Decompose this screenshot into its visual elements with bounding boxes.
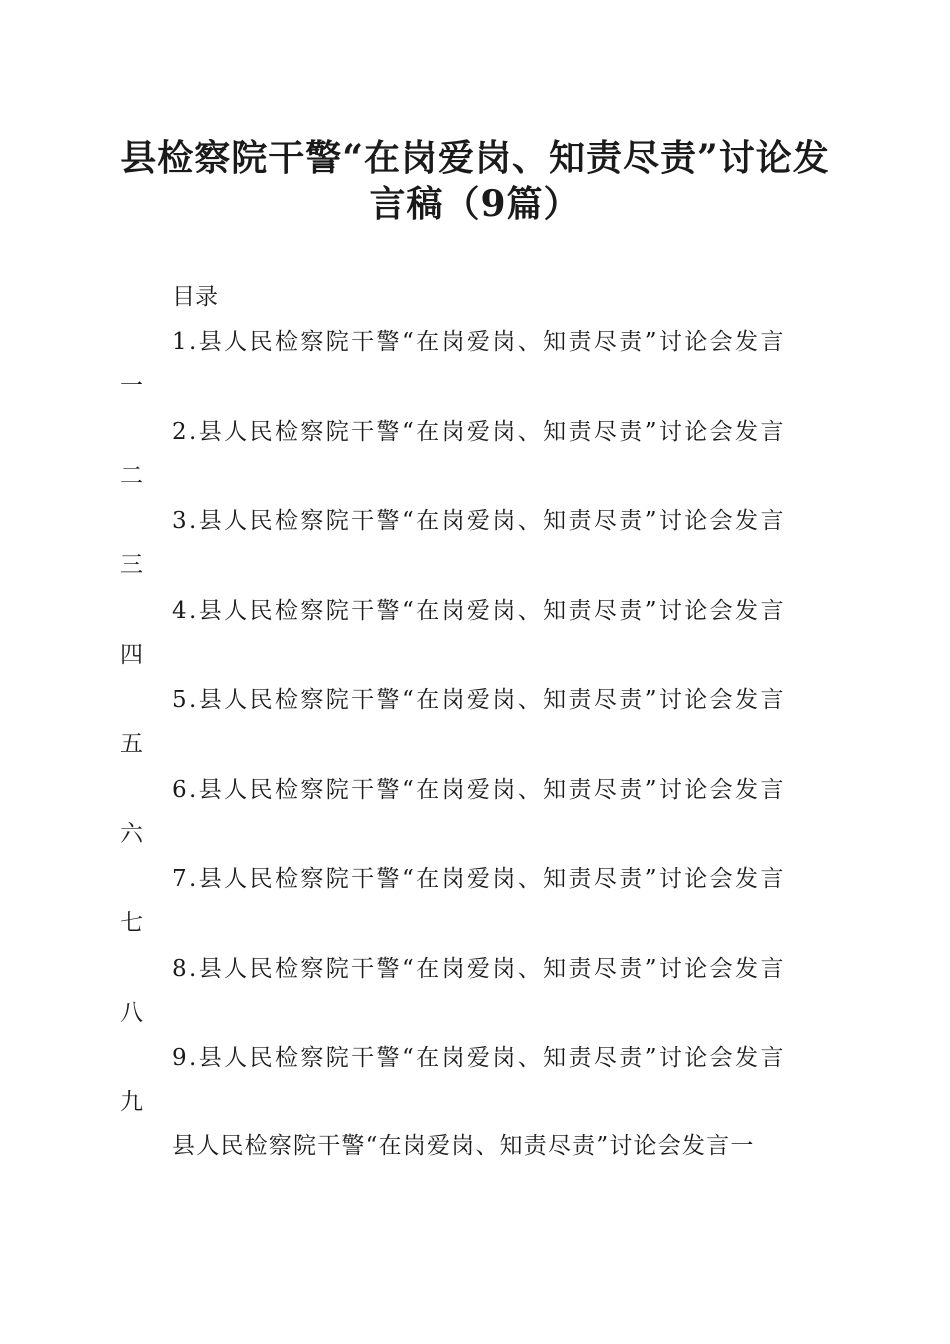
document-title-line-2: 言稿（9篇） [369, 183, 581, 225]
toc-item-6[interactable] [120, 775, 832, 865]
toc-item-9[interactable] [120, 1043, 832, 1133]
toc-heading: 目录 [172, 284, 218, 310]
toc-item-suffix: 九 [120, 1089, 143, 1115]
toc-item-suffix: 一 [120, 373, 143, 399]
toc-item-text: 5.县人民检察院干警“在岗爱岗、知责尽责”讨论会发言 [172, 687, 786, 713]
toc-item-suffix: 七 [120, 910, 143, 936]
toc-item-suffix: 四 [120, 641, 143, 668]
toc-item-suffix: 三 [120, 552, 143, 578]
toc-item-text: 3.县人民检察院干警“在岗爱岗、知责尽责”讨论会发言 [172, 508, 786, 534]
toc-item-text: 7.县人民检察院干警“在岗爱岗、知责尽责”讨论会发言 [172, 866, 786, 892]
toc-item-suffix: 六 [120, 820, 143, 847]
toc-item-3[interactable] [120, 506, 832, 596]
toc-item-text: 2.县人民检察院干警“在岗爱岗、知责尽责”讨论会发言 [172, 418, 786, 445]
toc-item-suffix: 八 [120, 999, 143, 1026]
toc-item-2[interactable] [120, 417, 832, 507]
table-of-contents [120, 327, 832, 1133]
toc-item-text: 1.县人民检察院干警“在岗爱岗、知责尽责”讨论会发言 [172, 329, 786, 355]
toc-item-text: 4.县人民检察院干警“在岗爱岗、知责尽责”讨论会发言 [172, 597, 786, 624]
toc-item-text: 8.县人民检察院干警“在岗爱岗、知责尽责”讨论会发言 [172, 955, 786, 982]
toc-item-suffix: 二 [120, 462, 143, 489]
toc-item-text: 9.县人民检察院干警“在岗爱岗、知责尽责”讨论会发言 [172, 1045, 786, 1071]
document-title-line-1: 县检察院干警“在岗爱岗、知责尽责”讨论发 [120, 137, 830, 179]
toc-item-text: 6.县人民检察院干警“在岗爱岗、知责尽责”讨论会发言 [172, 776, 786, 803]
section-heading: 县人民检察院干警“在岗爱岗、知责尽责”讨论会发言一 [172, 1133, 755, 1159]
toc-item-suffix: 五 [120, 731, 143, 757]
toc-item-7[interactable] [120, 864, 832, 954]
toc-item-1[interactable] [120, 327, 832, 417]
toc-item-8[interactable] [120, 954, 832, 1044]
toc-item-4[interactable] [120, 596, 832, 686]
toc-item-5[interactable] [120, 685, 832, 775]
